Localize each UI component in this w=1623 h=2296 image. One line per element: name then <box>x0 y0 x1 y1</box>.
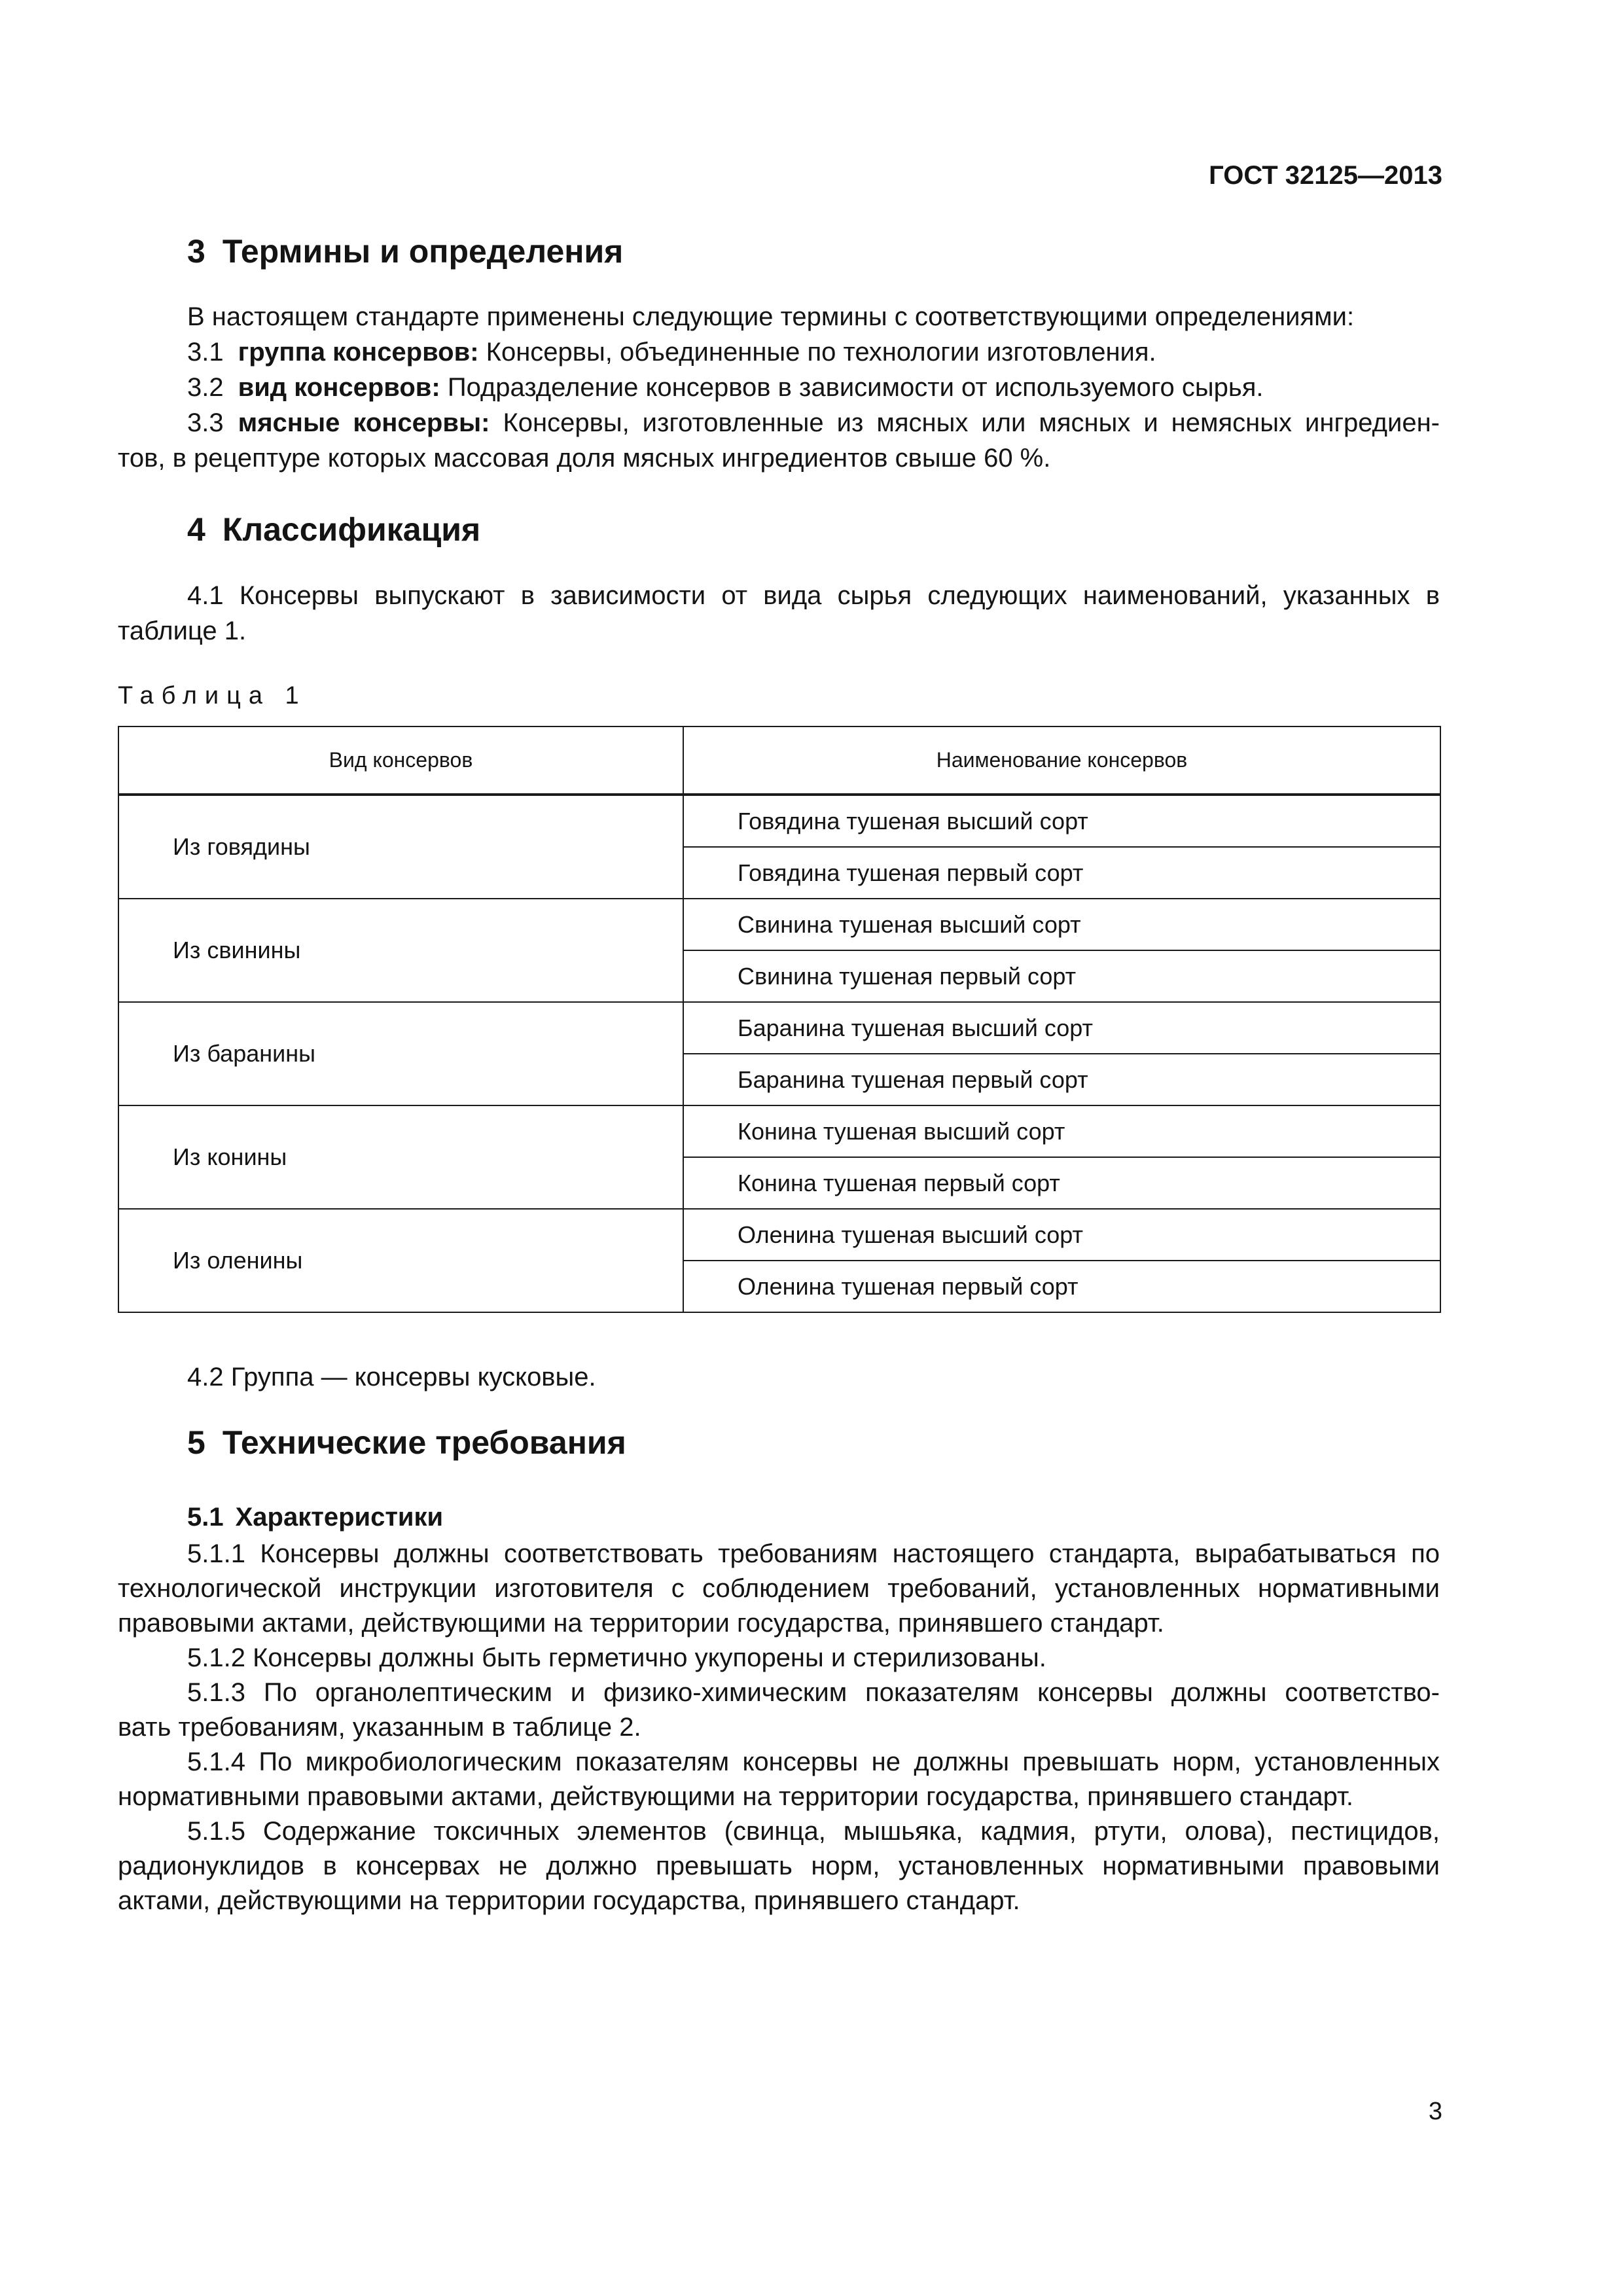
table-cell-name: Свинина тушеная первый сорт <box>683 950 1440 1002</box>
table-cell-kind: Из свинины <box>118 899 683 1002</box>
subsection-number: 5.1 <box>187 1503 224 1532</box>
table-row <box>118 1209 1440 1261</box>
table-cell-name: Баранина тушеная первый сорт <box>683 1054 1440 1105</box>
term-3-3-continuation: тов, в рецептуре которых массовая доля мясных ингредиентов свыше 60 %. <box>118 444 1051 473</box>
section-title: Термины и определения <box>222 233 624 270</box>
table-cell-name: Оленина тушеная высший сорт <box>683 1209 1440 1261</box>
table-cell-kind: Из говядины <box>118 795 683 899</box>
section-5-heading <box>187 1424 626 1462</box>
paragraph-4-2: 4.2 Группа — консервы кусковые. <box>187 1363 596 1391</box>
canned-meat-table <box>118 726 1441 1313</box>
term-3-1: 3.1 группа консервов: Консервы, объединенные по технологии изготовления. <box>187 338 1156 367</box>
paragraph-5-1-5: 5.1.5 Содержание токсичных элементов (свинца, мышьяка, кадмия, ртути, олова), пестицидов, <box>187 1817 1440 1846</box>
section-4-heading <box>187 511 480 548</box>
paragraph-5-1-5-line: актами, действующими на территории государства, принявшего стандарт. <box>118 1886 1020 1915</box>
paragraph-5-1-4: 5.1.4 По микробиологическим показателям консервы не должны превышать норм, установленных <box>187 1748 1440 1776</box>
table-header-row <box>118 726 1440 795</box>
table-cell-kind: Из оленины <box>118 1209 683 1312</box>
table-cell-name: Оленина тушеная первый сорт <box>683 1261 1440 1312</box>
paragraph-5-1-3: 5.1.3 По органолептическим и физико-химическим показателям консервы должны соответство- <box>187 1678 1440 1707</box>
paragraph-4-1-continuation: таблице 1. <box>118 617 247 645</box>
section-3-heading <box>187 232 623 270</box>
table-row <box>118 1002 1440 1054</box>
table-cell-name: Баранина тушеная высший сорт <box>683 1002 1440 1054</box>
paragraph-5-1-1-line: правовыми актами, действующими на территории государства, принявшего стандарт. <box>118 1609 1164 1638</box>
term-definition: Консервы, изготовленные из мясных или мясных и немясных ингредиен- <box>503 408 1440 437</box>
table-row <box>118 899 1440 950</box>
paragraph-5-1-5-line: радионуклидов в консервах не должно превышать норм, установленных нормативными правовыми <box>118 1852 1440 1880</box>
section-title: Технические требования <box>222 1424 626 1461</box>
document-code: ГОСТ 32125—2013 <box>1209 161 1442 190</box>
page-number: 3 <box>1428 2098 1442 2125</box>
paragraph-5-1-4-line: нормативными правовыми актами, действующими на территории государства, принявшего стандарт. <box>118 1782 1353 1811</box>
subsection-title: Характеристики <box>235 1503 444 1532</box>
column-header-kind: Вид консервов <box>118 726 683 795</box>
column-header-name: Наименование консервов <box>683 726 1440 795</box>
table-cell-kind: Из конины <box>118 1105 683 1209</box>
table-caption: Таблица 1 <box>118 682 307 709</box>
paragraph-4-1: 4.1 Консервы выпускают в зависимости от вида сырья следующих наименований, указанных в <box>187 581 1440 610</box>
section-title: Классификация <box>222 511 481 548</box>
subsection-5-1-heading <box>187 1503 443 1532</box>
table-cell-name: Свинина тушеная высший сорт <box>683 899 1440 950</box>
paragraph-5-1-3-line: вать требованиям, указанным в таблице 2. <box>118 1713 641 1742</box>
table-row <box>118 795 1440 847</box>
table-cell-name: Конина тушеная первый сорт <box>683 1157 1440 1209</box>
paragraph-5-1-1-line: технологической инструкции изготовителя с соблюдением требований, установленных нормативными <box>118 1574 1440 1603</box>
term-3-2: 3.2 вид консервов: Подразделение консервов в зависимости от используемого сырья. <box>187 373 1264 402</box>
section-number: 5 <box>187 1424 205 1461</box>
table-cell-name: Говядина тушеная высший сорт <box>683 795 1440 847</box>
term-definition: Подразделение консервов в зависимости от используемого сырья. <box>447 373 1264 402</box>
table-row <box>118 1105 1440 1157</box>
section-number: 4 <box>187 511 205 548</box>
term-name: вид консервов: <box>238 373 440 402</box>
section-3-intro: В настоящем стандарте применены следующие термины с соответствующими определениями: <box>187 302 1355 331</box>
table-cell-name: Говядина тушеная первый сорт <box>683 847 1440 899</box>
table-cell-name: Конина тушеная высший сорт <box>683 1105 1440 1157</box>
section-number: 3 <box>187 233 205 270</box>
term-3-3: 3.3 мясные консервы: Консервы, изготовленные из мясных или мясных и немясных ингредиен- <box>187 408 1440 437</box>
paragraph-5-1-1: 5.1.1 Консервы должны соответствовать требованиям настоящего стандарта, вырабатываться по <box>187 1539 1440 1568</box>
term-name: группа консервов: <box>238 338 479 367</box>
paragraph-5-1-2: 5.1.2 Консервы должны быть герметично укупорены и стерилизованы. <box>187 1643 1046 1672</box>
term-name: мясные консервы: <box>238 408 490 437</box>
term-definition: Консервы, объединенные по технологии изготовления. <box>486 338 1156 367</box>
table-cell-kind: Из баранины <box>118 1002 683 1105</box>
